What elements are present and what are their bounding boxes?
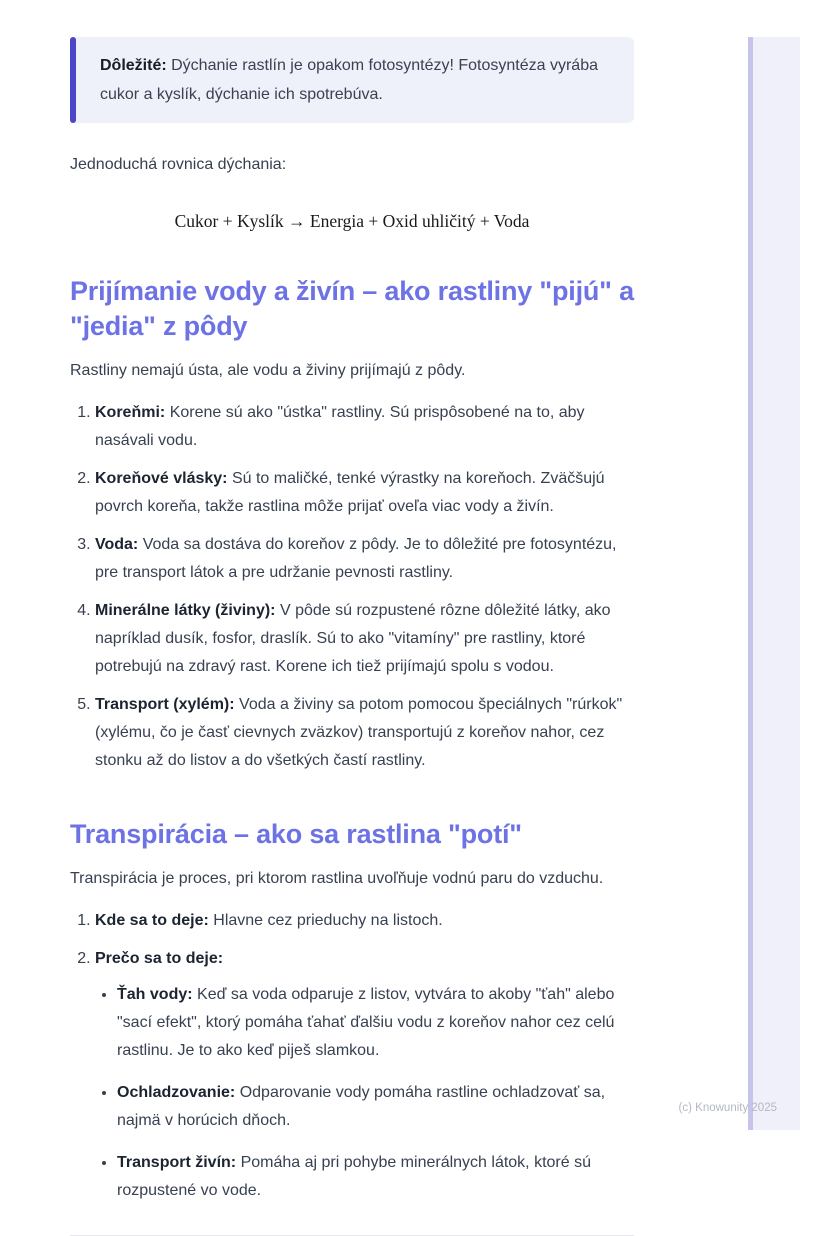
water-uptake-list xyxy=(70,399,634,775)
respiration-equation: Cukor + Kyslík → Energia + Oxid uhličitý + Voda xyxy=(174,211,530,231)
item-text: Odparovanie vody pomáha rastline ochladzovať sa, najmä v horúcich dňoch. xyxy=(117,1084,606,1129)
item-text: Korene sú ako "ústka" rastliny. Sú prispôsobené na to, aby nasávali vodu. xyxy=(95,404,585,449)
important-callout xyxy=(70,37,634,123)
item-text: Sú to maličké, tenké výrastky na koreňoch. Zväčšujú povrch koreňa, takže rastlina môže prijať oveľa viac vody a živín. xyxy=(95,470,605,515)
callout-accent-bar xyxy=(70,37,76,123)
section-heading-transpiration: Transpirácia – ako sa rastlina "potí" xyxy=(70,819,522,849)
list-item xyxy=(95,691,634,775)
item-text: Keď sa voda odparuje z listov, vytvára to akoby "ťah" alebo "sací efekt", ktorý pomáha ťahať ďalšiu vodu z koreňov nahor cez celú rastlinu. Je to ako keď piješ slamkou. xyxy=(117,986,615,1059)
item-text: Voda sa dostáva do koreňov z pôdy. Je to dôležité pre fotosyntézu, pre transport látok a pre udržanie pevnosti rastliny. xyxy=(95,536,617,581)
item-label: Voda: xyxy=(95,536,139,553)
transpiration-sublist xyxy=(95,981,634,1205)
item-label: Prečo sa to deje: xyxy=(95,950,224,967)
item-label: Minerálne látky (živiny): xyxy=(95,602,276,619)
item-label: Ťah vody: xyxy=(117,986,193,1003)
sublist-item xyxy=(117,981,634,1065)
sublist-item xyxy=(117,1149,634,1205)
list-item xyxy=(95,399,634,455)
list-item xyxy=(95,945,634,1205)
list-item xyxy=(95,531,634,587)
list-item xyxy=(95,597,634,681)
callout-label: Dôležité: xyxy=(100,57,167,74)
item-label: Koreňmi: xyxy=(95,404,166,421)
item-label: Koreňové vlásky: xyxy=(95,470,228,487)
item-text: V pôde sú rozpustené rôzne dôležité látky, ako napríklad dusík, fosfor, draslík. Sú to ako "vitamíny" pre rastliny, ktoré potrebujú na zdravý rast. Korene ich tiež prijímajú spolu s vodou. xyxy=(95,602,611,675)
item-text: Voda a živiny sa potom pomocou špeciálnych "rúrkok" (xylému, čo je časť cievnych zväzkov) transportujú z koreňov nahor, cez stonku až do listov a do všetkých častí rastliny. xyxy=(95,696,623,769)
document-page xyxy=(70,0,634,1236)
item-text: Pomáha aj pri pohybe minerálnych látok, ktoré sú rozpustené vo vode. xyxy=(117,1154,591,1199)
item-text: Hlavne cez prieduchy na listoch. xyxy=(213,912,443,929)
section-intro-transpiration: Transpirácia je proces, pri ktorom rastlina uvoľňuje vodnú paru do vzduchu. xyxy=(70,870,604,887)
item-label: Transport živín: xyxy=(117,1154,237,1171)
sublist-item xyxy=(117,1079,634,1135)
callout-text: Dôležité: Dýchanie rastlín je opakom fotosyntézy! Fotosyntéza vyrába cukor a kyslík, dýchanie ich spotrebúva. xyxy=(100,57,598,103)
footer-copyright: (c) Knowunity 2025 xyxy=(678,1102,777,1114)
next-page-edge xyxy=(748,37,800,1130)
section-intro-water-uptake: Rastliny nemajú ústa, ale vodu a živiny prijímajú z pôdy. xyxy=(70,362,466,379)
list-item xyxy=(95,907,634,935)
equation-lead: Jednoduchá rovnica dýchania: xyxy=(70,156,287,173)
item-label: Kde sa to deje: xyxy=(95,912,209,929)
item-label: Ochladzovanie: xyxy=(117,1084,236,1101)
section-heading-water-uptake: Prijímanie vody a živín – ako rastliny "pijú" a "jedia" z pôdy xyxy=(70,276,634,341)
item-label: Transport (xylém): xyxy=(95,696,235,713)
transpiration-list xyxy=(70,907,634,1205)
list-item xyxy=(95,465,634,521)
